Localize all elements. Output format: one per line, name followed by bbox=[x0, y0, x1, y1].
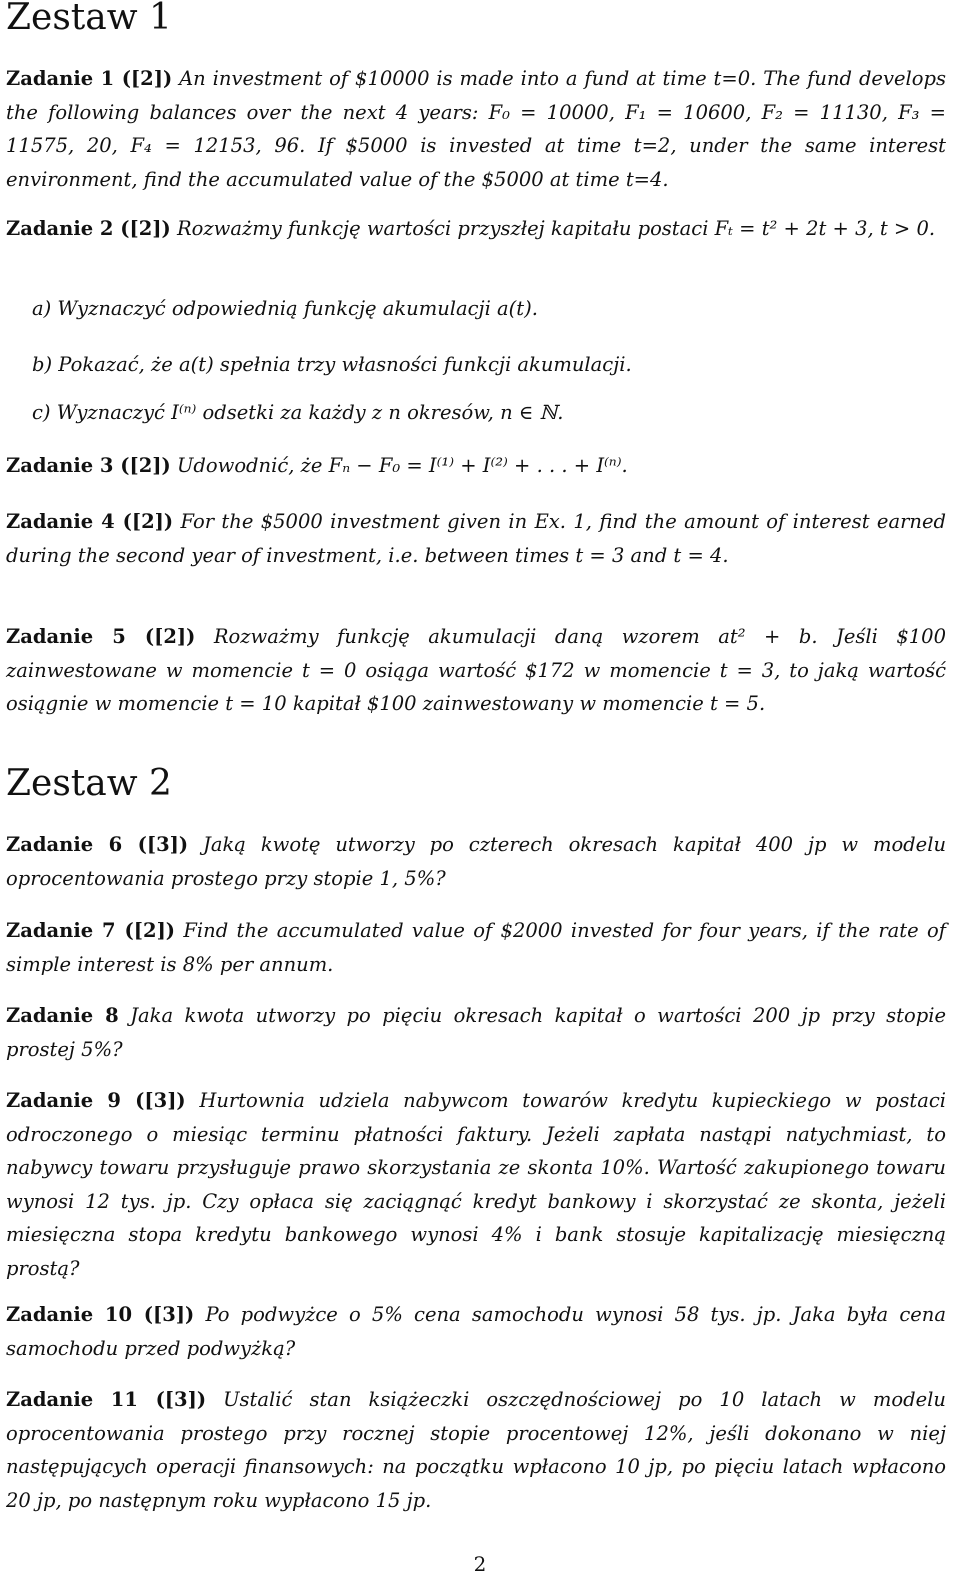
task-3 bbox=[6, 449, 946, 483]
task-label: Zadanie 7 ([2]) bbox=[6, 919, 176, 942]
task-2-item-b: b) Pokazać, że a(t) spełnia trzy własności funkcji akumulacji. bbox=[32, 353, 632, 376]
task-text: Rozważmy funkcję akumulacji daną wzorem at² + b. Jeśli $100 zainwestowane w momencie t = 0 osiąga wartość $172 w momencie t = 3, to jaką wartość osiągnie w momencie t = 10 kapitał $100 zainwestowany w momencie t = 5. bbox=[6, 625, 946, 715]
task-text: Jaka kwota utworzy po pięciu okresach kapitał o wartości 200 jp przy stopie prostej 5%? bbox=[6, 1004, 946, 1061]
task-11 bbox=[6, 1383, 946, 1517]
task-text: Jaką kwotę utworzy po czterech okresach kapitał 400 jp w modelu oprocentowania prostego przy stopie 1, 5%? bbox=[6, 833, 947, 890]
task-label: Zadanie 5 ([2]) bbox=[6, 625, 196, 648]
task-text: Udowodnić, że Fₙ − F₀ = I⁽¹⁾ + I⁽²⁾ + . . . + I⁽ⁿ⁾. bbox=[176, 454, 628, 477]
task-4 bbox=[6, 505, 946, 572]
task-text: Ustalić stan książeczki oszczędnościowej po 10 latach w modelu oprocentowania prostego przy rocznej stopie procentowej 12%, jeśli dokonano w niej następujących operacji finansowych: na początku wpłacono 10 jp, po pięciu latach wpłacono 20 jp, po następnym roku wypłacono 15 jp. bbox=[6, 1388, 946, 1512]
section-title-zestaw-2: Zestaw 2 bbox=[6, 763, 172, 804]
task-text: Rozważmy funkcję wartości przyszłej kapitału postaci Fₜ = t² + 2t + 3, t > 0. bbox=[176, 217, 936, 240]
task-text: Hurtownia udziela nabywcom towarów kredytu kupieckiego w postaci odroczonego o miesiąc terminu płatności faktury. Jeżeli zapłata nastąpi natychmiast, to nabywcy towaru przysługuje prawo skorzystania ze skonta 10%. Wartość zakupionego towaru wynosi 12 tys. jp. Czy opłaca się zaciągnąć kredyt bankowy i skorzystać ze skonta, jeżeli miesięczna stopa kredytu bankowego wynosi 4% i bank stosuje kapitalizację miesięczną prostą? bbox=[6, 1089, 947, 1280]
task-text: Po podwyżce o 5% cena samochodu wynosi 58 tys. jp. Jaka była cena samochodu przed podwyżką? bbox=[6, 1303, 946, 1360]
task-label: Zadanie 11 ([3]) bbox=[6, 1388, 207, 1411]
task-label: Zadanie 3 ([2]) bbox=[6, 454, 171, 477]
task-label: Zadanie 9 ([3]) bbox=[6, 1089, 186, 1112]
task-label: Zadanie 4 ([2]) bbox=[6, 510, 174, 533]
task-10 bbox=[6, 1298, 946, 1365]
task-9 bbox=[6, 1084, 946, 1285]
task-5 bbox=[6, 620, 946, 721]
task-8 bbox=[6, 999, 946, 1066]
task-label: Zadanie 2 ([2]) bbox=[6, 217, 171, 240]
task-7 bbox=[6, 914, 946, 981]
task-label: Zadanie 1 ([2]) bbox=[6, 67, 173, 90]
page-number: 2 bbox=[473, 1552, 487, 1576]
section-title-zestaw-1: Zestaw 1 bbox=[6, 0, 172, 38]
task-2 bbox=[6, 212, 946, 246]
task-label: Zadanie 6 ([3]) bbox=[6, 833, 189, 856]
task-text: Find the accumulated value of $2000 invested for four years, if the rate of simple interest is 8% per annum. bbox=[6, 919, 946, 976]
task-text: An investment of $10000 is made into a fund at time t=0. The fund develops the following balances over the next 4 years: F₀ = 10000, F₁ = 10600, F₂ = 11130, F₃ = 11575, 20, F₄ = 12153, 96. If $5000 is invested at time t=2, under the same interest environment, find the accumulated value of the $5000 at time t=4. bbox=[6, 67, 946, 191]
task-label: Zadanie 10 ([3]) bbox=[6, 1303, 195, 1326]
task-2-item-a: a) Wyznaczyć odpowiednią funkcję akumulacji a(t). bbox=[32, 297, 538, 320]
task-2-item-c: c) Wyznaczyć I⁽ⁿ⁾ odsetki za każdy z n okresów, n ∈ ℕ. bbox=[32, 401, 564, 424]
task-1 bbox=[6, 62, 946, 196]
task-text: For the $5000 investment given in Ex. 1, find the amount of interest earned during the second year of investment, i.e. between times t = 3 and t = 4. bbox=[6, 510, 946, 567]
task-label: Zadanie 8 bbox=[6, 1004, 119, 1027]
task-6 bbox=[6, 828, 946, 895]
